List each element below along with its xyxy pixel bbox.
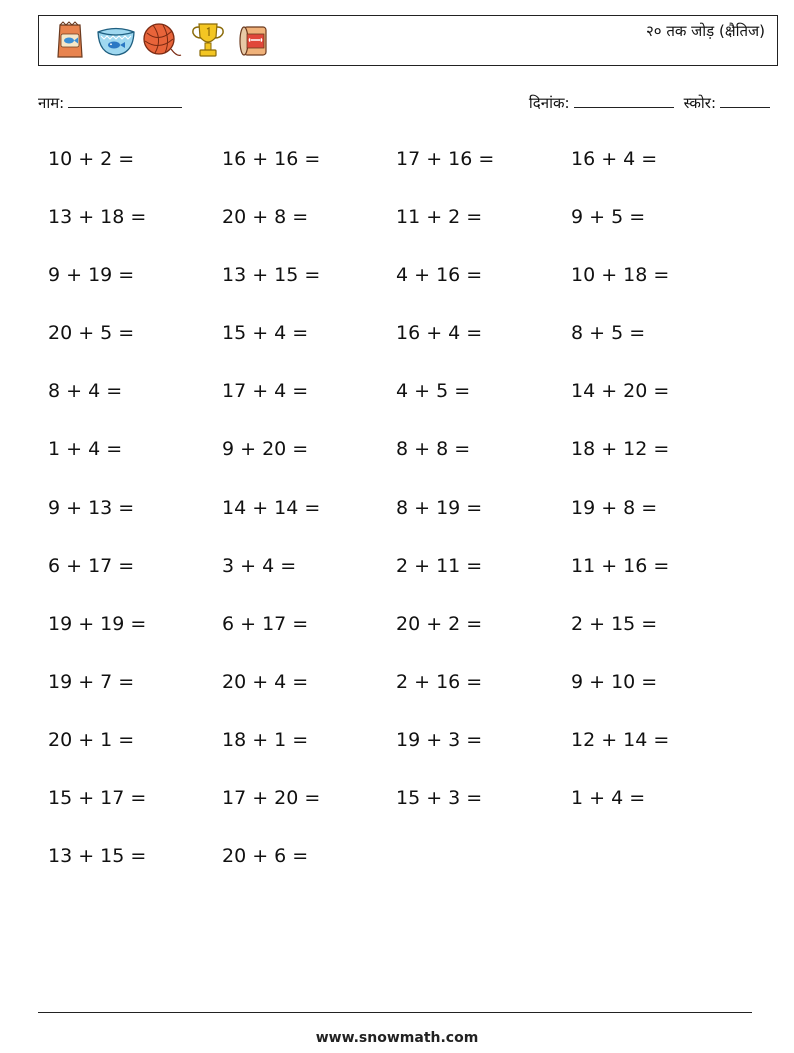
problem: 19 + 19 = (48, 612, 147, 635)
problem: 6 + 17 = (222, 612, 309, 635)
problem: 1 + 4 = (571, 787, 646, 810)
footer-url: www.snowmath.com (315, 1030, 479, 1046)
problem-row (48, 611, 748, 669)
problem: 2 + 11 = (396, 554, 483, 577)
problem: 14 + 20 = (571, 380, 670, 403)
problem-row (48, 669, 748, 727)
problem: 9 + 5 = (571, 206, 646, 229)
page-title: २० तक जोड़ (क्षैतिज) (645, 22, 765, 40)
score-label: स्कोर: (683, 94, 716, 112)
problem: 20 + 1 = (48, 728, 135, 751)
problem-row (48, 843, 748, 901)
problem: 10 + 2 = (48, 148, 135, 170)
problem: 17 + 20 = (222, 787, 321, 810)
problem: 16 + 4 = (396, 322, 483, 345)
fish-bowl-icon (93, 20, 139, 62)
problem: 18 + 12 = (571, 438, 670, 461)
problem: 2 + 16 = (396, 670, 483, 693)
problem: 11 + 2 = (396, 206, 483, 229)
problem: 9 + 19 = (48, 264, 135, 287)
problem: 9 + 20 = (222, 438, 309, 461)
name-label: नाम: (38, 94, 65, 112)
problem: 20 + 2 = (396, 612, 483, 635)
trophy-icon (185, 20, 231, 62)
problem: 15 + 3 = (396, 787, 483, 810)
problem: 8 + 5 = (571, 322, 646, 345)
problem: 3 + 4 = (222, 554, 297, 577)
problem: 19 + 3 = (396, 728, 483, 751)
problem: 1 + 4 = (48, 438, 123, 461)
problem: 20 + 4 = (222, 670, 309, 693)
problem-row (48, 378, 748, 436)
date-label: दिनांक: (528, 94, 570, 112)
problem: 8 + 4 = (48, 380, 123, 403)
date-blank[interactable] (574, 93, 674, 108)
problem: 14 + 14 = (222, 496, 321, 519)
name-blank[interactable] (68, 93, 182, 108)
problem: 17 + 4 = (222, 380, 309, 403)
problem: 16 + 4 = (571, 148, 658, 170)
problem-row (48, 727, 748, 785)
problem: 19 + 7 = (48, 670, 135, 693)
problem: 10 + 18 = (571, 264, 670, 287)
date-score-field (529, 93, 770, 113)
problem: 9 + 10 = (571, 670, 658, 693)
problem-row (48, 262, 748, 320)
header-box (38, 15, 778, 66)
problem: 6 + 17 = (48, 554, 135, 577)
problem-row (48, 146, 748, 204)
problem: 15 + 4 = (222, 322, 309, 345)
problem: 20 + 6 = (222, 845, 309, 868)
problem-row (48, 785, 748, 843)
problem-row (48, 436, 748, 494)
problem: 15 + 17 = (48, 787, 147, 810)
problem: 4 + 5 = (396, 380, 471, 403)
problem-row (48, 204, 748, 262)
icon-row (47, 20, 277, 62)
problem-row (48, 320, 748, 378)
problem-grid (48, 146, 748, 901)
problem: 18 + 1 = (222, 728, 309, 751)
problem-row (48, 495, 748, 553)
problem: 4 + 16 = (396, 264, 483, 287)
problem: 13 + 15 = (48, 845, 147, 868)
score-blank[interactable] (720, 93, 770, 108)
problem-row (48, 553, 748, 611)
dog-treat-can-icon (231, 20, 277, 62)
problem: 19 + 8 = (571, 496, 658, 519)
problem: 20 + 8 = (222, 206, 309, 229)
fish-food-bag-icon (47, 20, 93, 62)
problem: 12 + 14 = (571, 728, 670, 751)
problem: 17 + 16 = (396, 148, 495, 170)
problem: 20 + 5 = (48, 322, 135, 345)
problem: 8 + 19 = (396, 496, 483, 519)
name-field (38, 93, 182, 113)
yarn-ball-icon (139, 20, 185, 62)
footer-divider (38, 1012, 752, 1013)
problem: 13 + 18 = (48, 206, 147, 229)
problem: 16 + 16 = (222, 148, 321, 170)
problem: 9 + 13 = (48, 496, 135, 519)
problem: 13 + 15 = (222, 264, 321, 287)
problem: 8 + 8 = (396, 438, 471, 461)
problem: 2 + 15 = (571, 612, 658, 635)
problem: 11 + 16 = (571, 554, 670, 577)
